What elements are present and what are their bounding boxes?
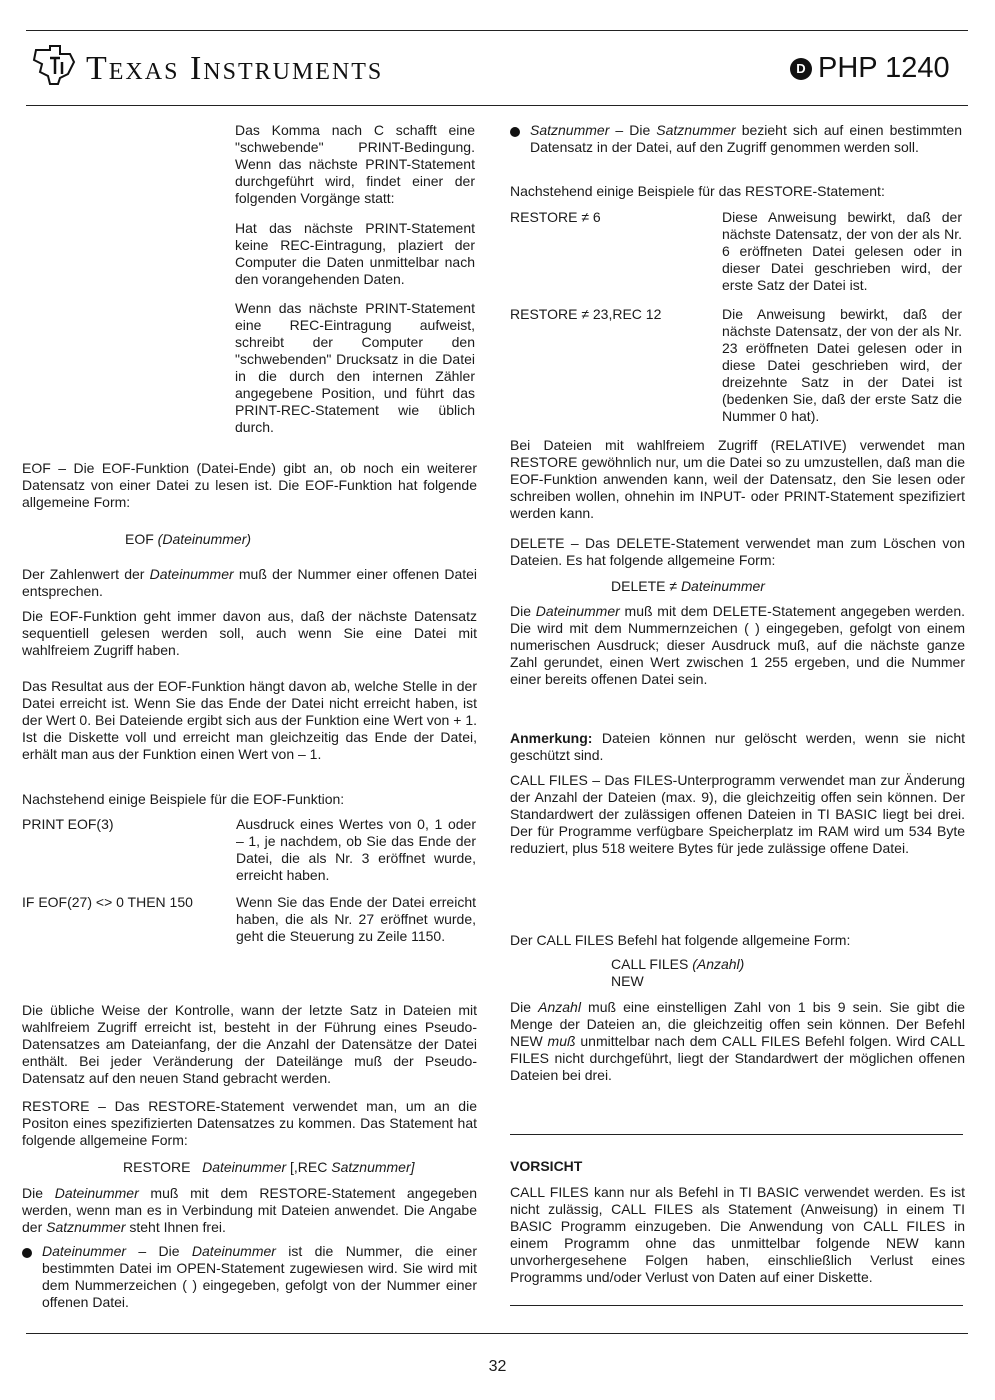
text-fragment: Die xyxy=(510,603,532,619)
language-mark-icon: D xyxy=(790,58,812,80)
delete-general-form xyxy=(611,578,911,595)
eof-intro: EOF – Die EOF-Funktion (Datei-Ende) gibt an, ob noch ein weiterer Datensatz von einer Datei zu lesen ist. Die EOF-Funktion hat folgende allgemeine Form: xyxy=(22,460,477,510)
rec-paragraph: Wenn das nächste PRINT-Statement eine REC-Eintragung aufweist, schreibt der Computer den "schwebenden" Drucksatz in die Datei in die durch den internen Zähler angegebene Position, und führt das PRINT-REC-Statement wie üblich durch. xyxy=(235,300,475,435)
delete-keyword: DELETE ≠ xyxy=(611,578,678,594)
note-label: Anmerkung: xyxy=(510,730,593,746)
bullet-term: Dateinummer xyxy=(42,1243,127,1259)
restore-examples-intro: Nachstehend einige Beispiele für das RESTORE-Statement: xyxy=(510,183,885,199)
text-fragment: Die xyxy=(510,999,532,1015)
callfiles-form-intro: Der CALL FILES Befehl hat folgende allgemeine Form: xyxy=(510,932,851,948)
text-fragment: Der Zahlenwert der xyxy=(22,566,145,582)
text-fragment-italic: Dateinummer xyxy=(191,1243,276,1259)
warning-bottom-rule xyxy=(510,1305,963,1306)
note-paragraph xyxy=(510,730,965,764)
text-fragment: unmittelbar nach dem CALL FILES Befehl folgen. Wird CALL FILES nicht durchgeführt, liegt der Standardwert der möglichen offenen Dateien bei drei. xyxy=(510,1033,965,1083)
no-rec-paragraph: Hat das nächste PRINT-Statement keine REC-Eintragung, plaziert der Computer die Daten unmittelbar nach den vorangehenden Daten. xyxy=(235,220,475,287)
bullet-satznummer xyxy=(530,122,962,156)
bullet-icon xyxy=(22,1248,32,1258)
pseudo-record-paragraph: Die übliche Weise der Kontrolle, wann der letzte Satz in Dateien mit wahlfreiem Zugriff erreicht ist, besteht in der Führung eines Pseudo-Datensatzes am Dateianfang, der die Anzahl der Datensätze der Datei enthält. Bei jeder Veränderung der Dateilänge muß der Pseudo-Datensatz auf den neuen Stand gebracht werden. xyxy=(22,1002,477,1086)
header-rule xyxy=(26,105,968,106)
callfiles-new-keyword: NEW xyxy=(611,973,644,989)
delete-intro: DELETE – Das DELETE-Statement verwendet man zum Löschen von Dateien. Es hat folgende allgemeine Form: xyxy=(510,535,965,568)
top-rule xyxy=(26,30,968,31)
bullet-term: Satznummer xyxy=(530,122,610,138)
text-fragment-italic: Anzahl xyxy=(538,999,581,1015)
footer-rule xyxy=(26,1333,968,1334)
callfiles-keyword: CALL FILES xyxy=(611,956,689,972)
text-fragment: – Die xyxy=(609,122,657,138)
restore-rec-keyword: [,REC xyxy=(290,1159,328,1175)
restore-keyword: RESTORE xyxy=(123,1159,191,1175)
restore-example-1-code: RESTORE ≠ 6 xyxy=(510,209,601,225)
text-fragment-italic: muß xyxy=(547,1033,576,1049)
eof-example-2-code: IF EOF(27) <> 0 THEN 150 xyxy=(22,894,193,910)
text-fragment-italic: Dateinummer xyxy=(149,566,234,582)
delete-number-paragraph xyxy=(510,603,965,688)
eof-example-1-code: PRINT EOF(3) xyxy=(22,816,114,832)
eof-result-paragraph: Das Resultat aus der EOF-Funktion hängt davon ab, welche Stelle in der Datei erreicht ist. Wenn Sie das Ende der Datei nicht erreicht haben, ist der Wert 0. Bei Dateiende ergibt sich aus der Funktion eine Wert von + 1. Ist die Diskette voll und erreicht man gleichzeitig das Ende der Datei, erhält man aus der Funktion einen Wert von – 1. xyxy=(22,678,477,762)
comma-paragraph: Das Komma nach C schafft eine "schwebende" PRINT-Bedingung. Wenn das nächste PRINT-Statement durchgeführt wird, findet einer der folgenden Vorgänge statt: xyxy=(235,122,475,206)
restore-intro: RESTORE – Das RESTORE-Statement verwendet man, um an die Positon eines spezifizierten Datensatzes zu kommen. Das Statement hat folgende allgemeine Form: xyxy=(22,1098,477,1148)
restore-argument: Dateinummer xyxy=(202,1159,287,1175)
eof-number-paragraph xyxy=(22,566,477,600)
callfiles-general-form xyxy=(611,956,911,973)
eof-sequential-paragraph: Die EOF-Funktion geht immer davon aus, daß der nächste Datensatz sequentiell gelesen werden soll, auch wenn Sie eine Datei mit wahlfreiem Zugriff haben. xyxy=(22,608,477,658)
eof-keyword: EOF xyxy=(125,531,154,547)
restore-example-1-text: Diese Anweisung bewirkt, daß der nächste Datensatz, der von der als Nr. 6 eröffneten Datei gelesen oder in dieser Datei geschrieben wird, der erste Satz der Datei ist. xyxy=(722,209,962,293)
text-fragment: muß eine einstelligen Zahl von 1 bis 9 sein. Sie gibt die Menge der Dateien an, die gleichzeitig offen sein können. Der Befehl NEW xyxy=(510,999,966,1049)
text-fragment: muß mit dem DELETE-Statement angegeben werden. Die wird mit dem Nummernzeichen ( ) eingegeben, gefolgt von einem numerischen Ausdruck; dieser Ausdruck muß, auf die nächste ganze Zahl gerundet, einen Wert zwischen 1 255 ergeben, und die Nummer einer bereits offenen Datei sein. xyxy=(510,603,965,687)
eof-examples-intro: Nachstehend einige Beispiele für die EOF-Funktion: xyxy=(22,791,345,807)
restore-example-2-text: Die Anweisung bewirkt, daß der nächste Datensatz, der von der als Nr. 23 eröffneten Datei gelesen oder in diese Datei geschrieben wird, der dreizehnte Satz in der Datei ist (bedenken Sie, daß der erste Satz die Nummer 0 hat). xyxy=(722,306,962,424)
restore-example-2-code: RESTORE ≠ 23,REC 12 xyxy=(510,306,662,322)
eof-example-1-text: Ausdruck eines Wertes von 0, 1 oder – 1, je nachdem, ob Sie das Ende der Datei, die als Nr. 3 eröffnet wurde, erreicht haben. xyxy=(236,816,476,883)
relative-paragraph: Bei Dateien mit wahlfreiem Zugriff (RELATIVE) verwendet man RESTORE gewöhnlich nur, um die Datei so zu umzustellen, daß man die EOF-Funktion anwenden kann, weil der Datensatz, den Sie lesen oder schreiben wollen, ohnehin im INPUT- oder PRINT-Statement spezifiziert werden kann. xyxy=(510,437,965,521)
text-fragment-italic: Dateinummer xyxy=(54,1185,139,1201)
text-fragment-italic: Satznummer xyxy=(46,1219,126,1235)
delete-argument: Dateinummer xyxy=(680,578,765,594)
callfiles-paragraph: CALL FILES – Das FILES-Unterprogramm verwendet man zur Änderung der Anzahl der Dateien (max. 9), die gleichzeitig offen sein können. Der Standardwert der zulässigen offenen Dateien in TI BASIC liegt bei drei. Der für Programme verfügbare Speicherplatz im RAM wird um 534 Byte reduziert, plus 518 weitere Bytes für jede zulässige offene Datei. xyxy=(510,772,965,856)
callfiles-argument: (Anzahl) xyxy=(692,956,745,972)
bullet-dateinummer xyxy=(42,1243,477,1311)
restore-general-form xyxy=(123,1159,483,1176)
text-fragment: muß der Nummer einer offenen Datei entsprechen. xyxy=(22,566,478,599)
eof-example-2-text: Wenn Sie das Ende der Datei erreicht haben, die als Nr. 27 eröffnet wurde, geht die Steuerung zu Zeile 1150. xyxy=(236,894,476,944)
text-fragment: bezieht sich auf einen bestimmten Datensatz in der Datei, auf den Zugriff genommen werden soll. xyxy=(530,122,962,155)
ti-logo-icon xyxy=(30,44,78,86)
restore-record-argument: Satznummer] xyxy=(331,1159,415,1175)
text-fragment: – Die xyxy=(126,1243,192,1259)
document-id-text: PHP 1240 xyxy=(818,52,950,84)
text-fragment: Die xyxy=(22,1185,44,1201)
text-fragment: Dateien können nur gelöscht werden, wenn sie nicht geschützt sind. xyxy=(510,730,965,763)
document-id xyxy=(790,52,950,85)
text-fragment: ist die Nummer, die einer bestimmten Datei im OPEN-Statement zugewiesen wird. Sie wird mit dem Nummerzeichen ( ) eingegeben, gefolgt von der Nummer einer offenen Datei. xyxy=(42,1243,478,1310)
text-fragment: muß mit dem RESTORE-Statement angegeben werden, wenn man es in Verbindung mit Dateien anwendet. Die Angabe der xyxy=(22,1185,478,1235)
anzahl-paragraph xyxy=(510,999,965,1084)
text-fragment: steht Ihnen frei. xyxy=(129,1219,226,1235)
text-fragment-italic: Dateinummer xyxy=(535,603,620,619)
bullet-icon xyxy=(510,127,520,137)
eof-argument: (Dateinummer) xyxy=(157,531,252,547)
warning-top-rule xyxy=(510,1134,963,1135)
brand-title: Texas Instruments xyxy=(86,50,384,87)
warning-text: CALL FILES kann nur als Befehl in TI BASIC verwendet werden. Es ist nicht zulässig, CALL FILES als Statement (Anweisung) in einem TI BASIC Programm einzugeben. Die Anwendung von CALL FILES in einem Programm ohne das unmittelbar folgende NEW kann unvorhergesehene Folgen haben, einschließlich Verlust eines Programms und/oder Verlust von Daten auf einer Diskette. xyxy=(510,1184,965,1285)
restore-number-paragraph xyxy=(22,1185,477,1236)
text-fragment-italic: Satznummer xyxy=(656,122,736,138)
warning-title: VORSICHT xyxy=(510,1158,583,1174)
eof-general-form xyxy=(125,531,425,548)
page-number: 32 xyxy=(488,1358,507,1375)
